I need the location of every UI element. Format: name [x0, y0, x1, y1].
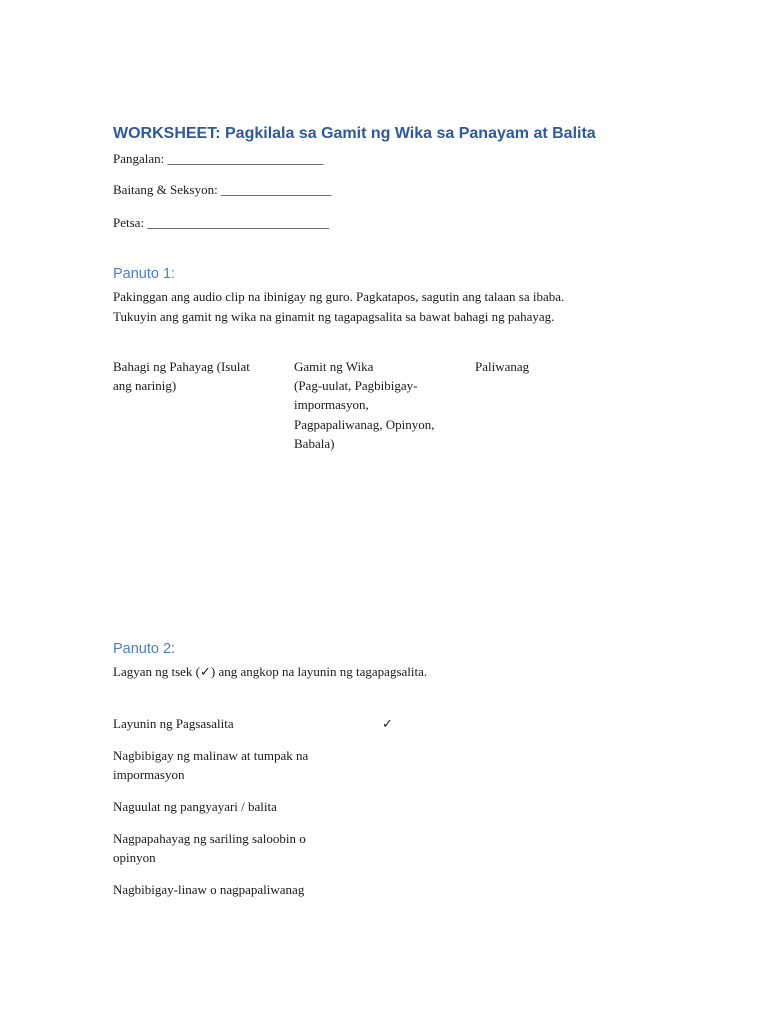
panuto-1-instructions: [113, 287, 673, 326]
header-line: (Pag-uulat, Pagbibigay-: [294, 378, 418, 394]
item-line: impormasyon: [113, 767, 185, 783]
instruction-line: Pakinggan ang audio clip na ibinigay ng guro. Pagkatapos, sagutin ang talaan sa ibaba.: [113, 289, 565, 304]
panuto-2-heading: Panuto 2:: [113, 641, 176, 657]
purpose-item: [113, 829, 306, 867]
header-line: Babala): [294, 435, 335, 451]
purpose-item: [113, 797, 277, 816]
header-line: Gamit ng Wika: [294, 359, 374, 374]
header-line: ang narinig): [113, 378, 177, 394]
page-title: WORKSHEET: Pagkilala sa Gamit ng Wika sa Panayam at Balita: [113, 125, 596, 142]
item-line: Nagpapahayag ng sariling saloobin o: [113, 831, 306, 846]
date-field: Petsa: ____________________________: [113, 215, 330, 230]
header-line: Pagpapaliwanag, Opinyon,: [294, 416, 435, 432]
instruction-line: Tukuyin ang gamit ng wika na ginamit ng tagapagsalita sa bawat bahagi ng pahayag.: [113, 308, 555, 324]
item-line: opinyon: [113, 850, 156, 866]
table-header-gamit: [294, 357, 434, 453]
header-line: Bahagi ng Pahayag (Isulat: [113, 359, 250, 374]
panuto-1-heading: Panuto 1:: [113, 266, 176, 282]
table-header-paliwanag: [475, 357, 529, 376]
header-line: Paliwanag: [475, 359, 530, 374]
instruction-line: Lagyan ng tsek (✓) ang angkop na layunin ng tagapagsalita.: [113, 664, 428, 679]
check-column-header: ✓: [382, 716, 393, 731]
panuto-2-instruction: [113, 662, 673, 682]
item-line: Nagbibigay-linaw o nagpapaliwanag: [113, 882, 305, 897]
purpose-item: [113, 880, 304, 899]
item-line: Naguulat ng pangyayari / balita: [113, 799, 277, 814]
header-line: impormasyon,: [294, 397, 369, 413]
table-header-layunin: Layunin ng Pagsasalita: [113, 716, 234, 731]
item-line: Nagbibigay ng malinaw at tumpak na: [113, 748, 309, 763]
grade-section-field: Baitang & Seksyon: _________________: [113, 182, 332, 197]
purpose-item: [113, 746, 308, 784]
name-field: Pangalan: ________________________: [113, 151, 324, 166]
table-header-bahagi: [113, 357, 250, 395]
